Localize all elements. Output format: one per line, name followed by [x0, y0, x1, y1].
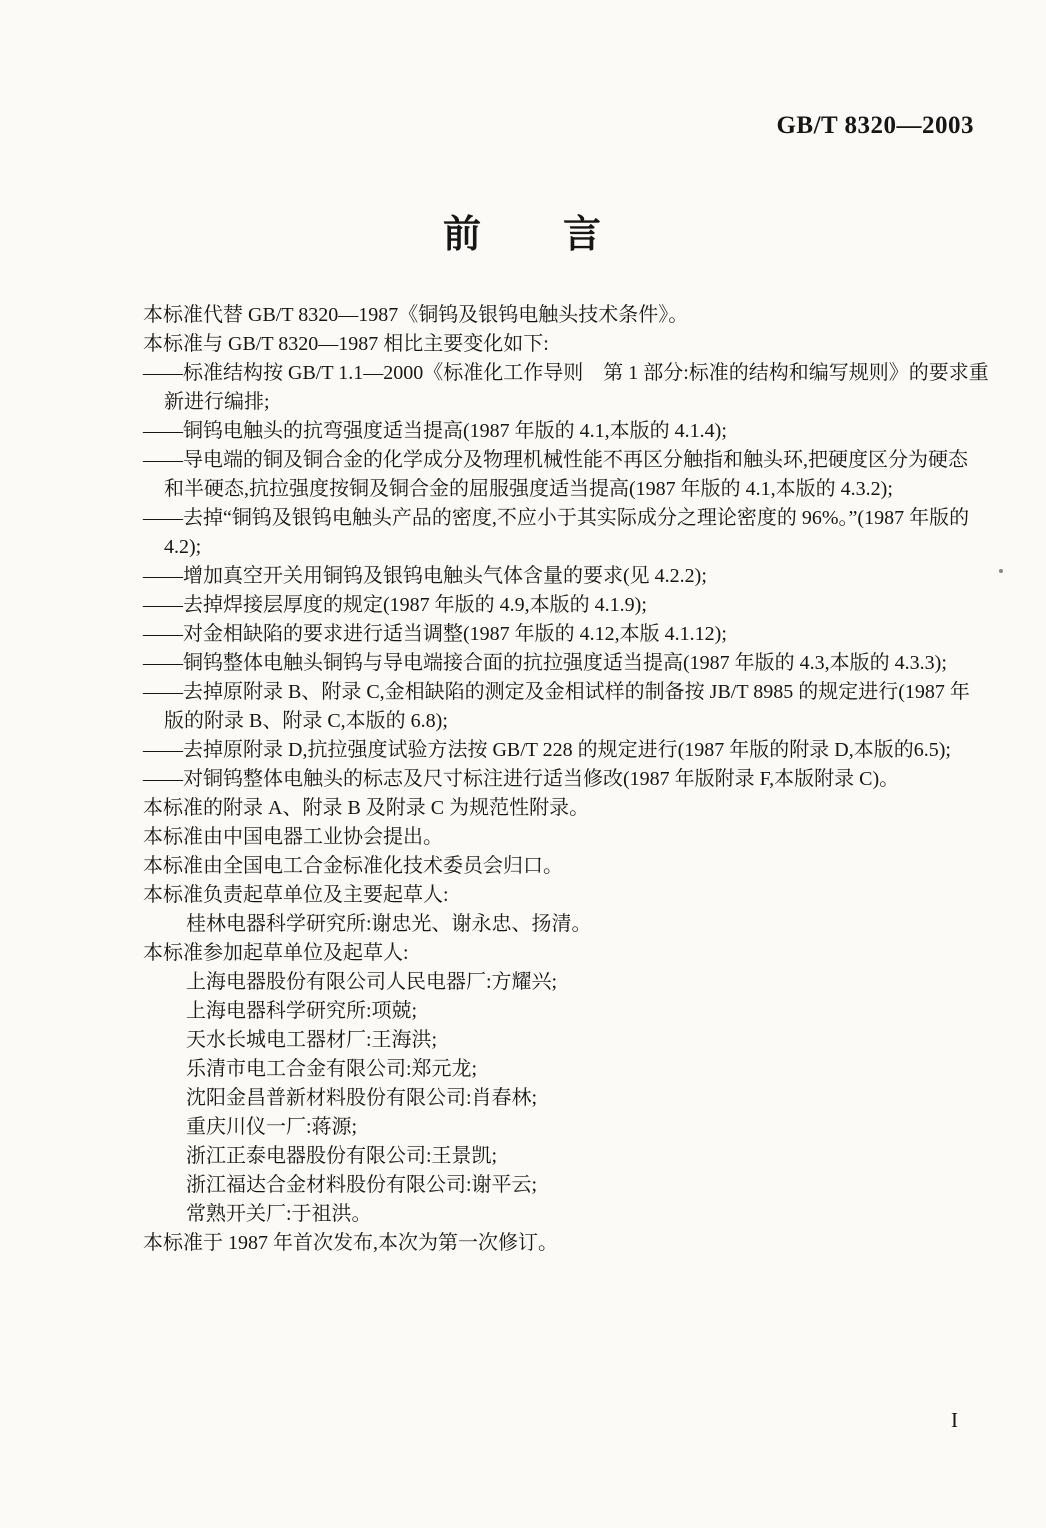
foreword-line: ——标准结构按 GB/T 1.1—2000《标准化工作导则 第 1 部分:标准的结构和编写规则》的要求重 — [143, 362, 989, 384]
foreword-line: ——去掉原附录 B、附录 C,金相缺陷的测定及金相试样的制备按 JB/T 8985 的规定进行(1987 年 — [143, 681, 970, 703]
foreword-line: ——对铜钨整体电触头的标志及尺寸标注进行适当修改(1987 年版附录 F,本版附录 C)。 — [143, 768, 900, 790]
foreword-line: 上海电器科学研究所:项兢; — [186, 1000, 418, 1022]
foreword-line: 本标准由全国电工合金标准化技术委员会归口。 — [143, 855, 563, 877]
foreword-line: 上海电器股份有限公司人民电器厂:方耀兴; — [186, 971, 558, 993]
foreword-line: ——对金相缺陷的要求进行适当调整(1987 年版的 4.12,本版 4.1.12); — [143, 623, 727, 645]
foreword-line: 乐清市电工合金有限公司:郑元龙; — [186, 1058, 478, 1080]
foreword-line: ——铜钨电触头的抗弯强度适当提高(1987 年版的 4.1,本版的 4.1.4); — [143, 420, 727, 442]
foreword-line: 浙江福达合金材料股份有限公司:谢平云; — [186, 1174, 538, 1196]
page-title: 前 言 — [442, 214, 603, 256]
foreword-line: 本标准负责起草单位及主要起草人: — [143, 884, 449, 906]
foreword-line: 本标准于 1987 年首次发布,本次为第一次修订。 — [143, 1232, 558, 1254]
page-number: I — [951, 1408, 958, 1432]
standard-code: GB/T 8320—2003 — [776, 112, 974, 139]
foreword-line: 桂林电器科学研究所:谢忠光、谢永忠、扬清。 — [186, 913, 592, 935]
foreword-line: 本标准参加起草单位及起草人: — [143, 942, 409, 964]
foreword-line: 常熟开关厂:于祖洪。 — [186, 1203, 372, 1225]
foreword-lines — [143, 301, 989, 1258]
foreword-line: 本标准代替 GB/T 8320—1987《铜钨及银钨电触头技术条件》。 — [143, 304, 689, 326]
foreword-line: 重庆川仪一厂:蒋源; — [186, 1116, 358, 1138]
foreword-line: ——去掉原附录 D,抗拉强度试验方法按 GB/T 228 的规定进行(1987 年版的附录 D,本版的6.5); — [143, 739, 951, 761]
foreword-line: 沈阳金昌普新材料股份有限公司:肖春林; — [186, 1087, 538, 1109]
foreword-line: 浙江正泰电器股份有限公司:王景凯; — [186, 1145, 498, 1167]
foreword-line: ——去掉焊接层厚度的规定(1987 年版的 4.9,本版的 4.1.9); — [143, 594, 647, 616]
foreword-line: 新进行编排; — [164, 391, 270, 413]
foreword-line: 本标准由中国电器工业协会提出。 — [143, 826, 443, 848]
foreword-line: 和半硬态,抗拉强度按铜及铜合金的屈服强度适当提高(1987 年版的 4.1,本版的 4.3.2); — [164, 478, 893, 500]
foreword-line: ——铜钨整体电触头铜钨与导电端接合面的抗拉强度适当提高(1987 年版的 4.3,本版的 4.3.3); — [143, 652, 947, 674]
foreword-line: 天水长城电工器材厂:王海洪; — [186, 1029, 438, 1051]
scan-speck — [999, 569, 1003, 573]
foreword-line: 4.2); — [164, 536, 202, 558]
foreword-line: 版的附录 B、附录 C,本版的 6.8); — [164, 710, 448, 732]
foreword-line: ——导电端的铜及铜合金的化学成分及物理机械性能不再区分触指和触头环,把硬度区分为硬态 — [143, 449, 968, 471]
foreword-line: 本标准与 GB/T 8320—1987 相比主要变化如下: — [143, 333, 549, 355]
foreword-line: 本标准的附录 A、附录 B 及附录 C 为规范性附录。 — [143, 797, 590, 819]
foreword-line: ——增加真空开关用铜钨及银钨电触头气体含量的要求(见 4.2.2); — [143, 565, 707, 587]
foreword-line: ——去掉“铜钨及银钨电触头产品的密度,不应小于其实际成分之理论密度的 96%。”(1987 年版的 — [143, 507, 970, 529]
